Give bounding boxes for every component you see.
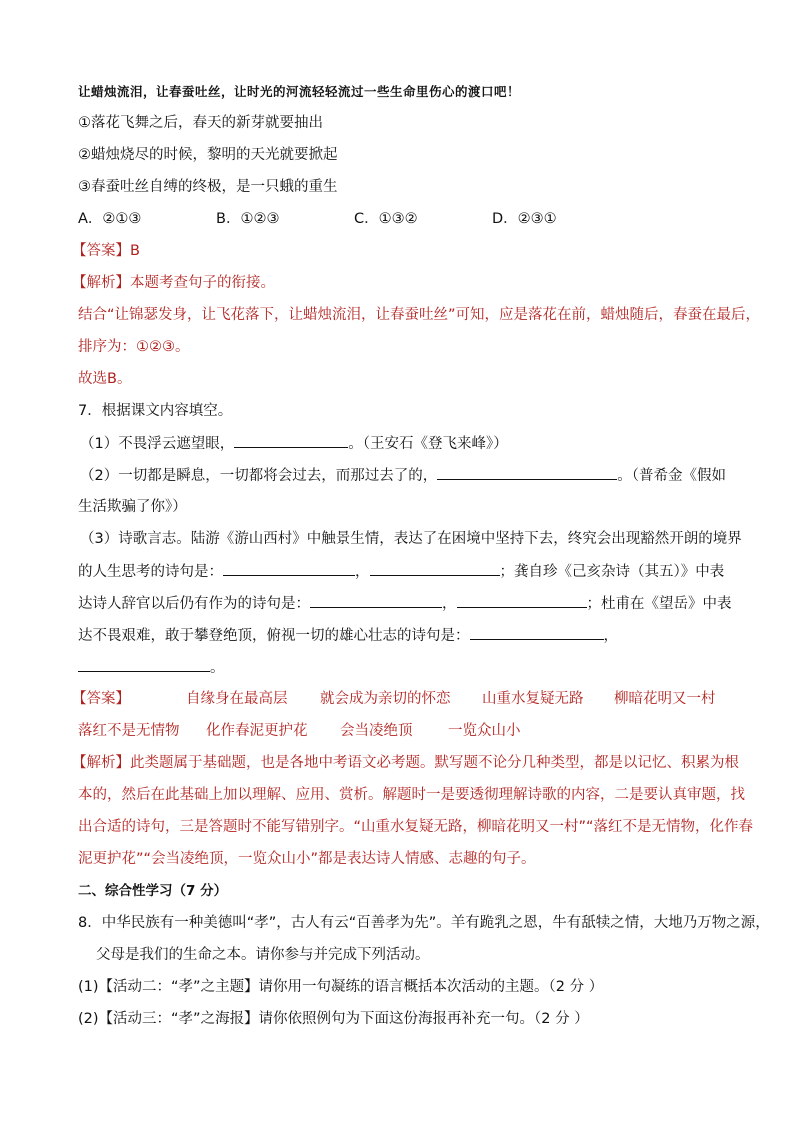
q7-part-3-line-5	[78, 657, 225, 678]
analysis-text: 本题考查句子的衔接。	[130, 275, 275, 291]
q7-p3-l4-comma: ，	[603, 628, 618, 644]
q7-analysis-line-1	[72, 753, 739, 773]
q7-p1-blank[interactable]	[234, 433, 348, 448]
q7-analysis-line-4: 泥更护花”“会当凌绝顶，一览众山小”都是表达诗人情感、志趣的句子。	[78, 851, 536, 867]
q6-answer	[72, 241, 140, 261]
q7-part-2	[80, 465, 726, 486]
q7-p2-source: 。（普希金《假如	[617, 468, 726, 484]
analysis-label: 【解析】	[72, 275, 130, 291]
q8-line-2: 父母是我们的生命之本。请你参与并完成下列活动。	[96, 947, 430, 963]
q7-p3-blank-3[interactable]	[310, 593, 442, 608]
option-a: A．②①③	[78, 211, 142, 227]
q7-analysis-line-3: 出合适的诗句，三是答题时不能写错别字。“山重水复疑无路，柳暗花明又一村”“落红不是无情物，化作春	[78, 819, 754, 835]
q7-part-3-line-1: （3）诗歌言志。陆游《游山西村》中触景生情，表达了在困境中坚持下去，终究会出现豁然开朗的境界	[80, 531, 742, 547]
section-2-heading: 二、综合性学习（7 分）	[78, 883, 228, 899]
q7-part-3-line-4	[78, 625, 618, 646]
q7-answer-3: 山重水复疑无路	[482, 691, 584, 707]
q7-answer-label: 【答案】	[72, 691, 130, 707]
q7-answer-row-2	[78, 721, 521, 741]
q7-p3-l2-tail: ；龚自珍《己亥杂诗（其五）》中表	[499, 564, 725, 580]
option-b: B．①②③	[216, 211, 280, 227]
option-d: D．②③①	[492, 211, 557, 227]
q8-sub-2: (2)【活动三：“孝”之海报】请你依照例句为下面这份海报再补充一句。（2 分 ）	[78, 1011, 589, 1027]
q7-answer-8: 一览众山小	[448, 723, 521, 739]
q8-sub-1: (1)【活动二：“孝”之主题】请你用一句凝练的语言概括本次活动的主题。（2 分 ）	[78, 979, 604, 995]
q7-p3-l3-comma: ，	[442, 596, 457, 612]
q8-line-1: 8．中华民族有一种美德叫“孝”，古人有云“百善孝为先”。羊有跪乳之恩，牛有舐犊之情，大地乃万物之源，	[78, 915, 770, 931]
q7-analysis-text-1: 此类题属于基础题，也是各地中考语文必考题。默写题不论分几种类型，都是以记忆、积累为根	[130, 755, 739, 771]
q7-answer-5: 落红不是无情物	[78, 723, 180, 739]
explain-suffix: 。	[175, 339, 190, 355]
q7-analysis-label: 【解析】	[72, 755, 130, 771]
q6-explain-line-1: 结合“让锦瑟发身，让飞花落下，让蜡烛流泪，让春蚕吐丝”可知，应是落花在前，蜡烛随后，春蚕在最后，	[78, 307, 761, 323]
q7-p3-blank-6[interactable]	[78, 657, 210, 672]
q7-answer-4: 柳暗花明又一村	[614, 691, 716, 707]
q7-analysis-line-2: 本的，然后在此基础上加以理解、应用、赏析。解题时一是要透彻理解诗歌的内容，二是要认真审题，找	[78, 787, 745, 803]
q7-answer-6: 化作春泥更护花	[206, 723, 308, 739]
q6-item-3: ③春蚕吐丝自缚的终极，是一只蛾的重生	[78, 179, 338, 195]
q7-part-2-cont: 生活欺骗了你》）	[78, 499, 187, 515]
q6-explain-line-2	[78, 337, 190, 357]
q6-options	[78, 209, 557, 229]
q7-p3-l5-period: 。	[210, 660, 225, 676]
q7-p3-blank-4[interactable]	[457, 593, 587, 608]
q7-part-1	[80, 433, 508, 454]
q7-answer-7: 会当凌绝顶	[340, 723, 413, 739]
explain-order: ①②③	[136, 339, 175, 355]
q7-part-3-line-2	[78, 561, 724, 582]
q7-p3-blank-5[interactable]	[470, 625, 604, 640]
q7-p3-l3-text: 达诗人辞官以后仍有作为的诗句是：	[78, 596, 310, 612]
q7-p1-text: （1）不畏浮云遮望眼，	[80, 436, 235, 452]
answer-value: B	[130, 243, 140, 259]
q7-p2-text: （2）一切都是瞬息，一切都将会过去，而那过去了的，	[80, 468, 438, 484]
q6-stem-tail: 让蜡烛流泪，让春蚕吐丝，让时光的河流轻轻流过一些生命里伤心的渡口吧！	[78, 84, 521, 99]
q7-title: 7．根据课文内容填空。	[78, 403, 233, 419]
q7-p3-blank-2[interactable]	[370, 561, 500, 576]
q7-p3-l2-comma: ，	[355, 564, 370, 580]
q7-answer-row-1	[72, 689, 716, 709]
q7-p3-l4-text: 达不畏艰难，敢于攀登绝顶，俯视一切的雄心壮志的诗句是：	[78, 628, 470, 644]
q7-answer-2: 就会成为亲切的怀恋	[320, 691, 451, 707]
answer-label: 【答案】	[72, 243, 130, 259]
q6-conclusion: 故选B。	[78, 371, 132, 387]
q7-p2-blank[interactable]	[437, 465, 617, 480]
q7-p1-source: 。（王安石《登飞来峰》）	[348, 436, 508, 452]
q7-p3-l2-text: 的人生思考的诗句是：	[78, 564, 223, 580]
q7-p3-blank-1[interactable]	[223, 561, 355, 576]
q7-part-3-line-3	[78, 593, 732, 614]
q6-analysis	[72, 273, 275, 293]
q7-answer-1: 自缘身在最高层	[186, 691, 288, 707]
q6-item-2: ②蜡烛烧尽的时候，黎明的天光就要掀起	[78, 147, 338, 163]
q7-p3-l3-tail: ；杜甫在《望岳》中表	[586, 596, 732, 612]
explain-prefix: 排序为：	[78, 339, 136, 355]
q6-item-1: ①落花飞舞之后，春天的新芽就要抽出	[78, 115, 323, 131]
option-c: C．①③②	[354, 211, 418, 227]
